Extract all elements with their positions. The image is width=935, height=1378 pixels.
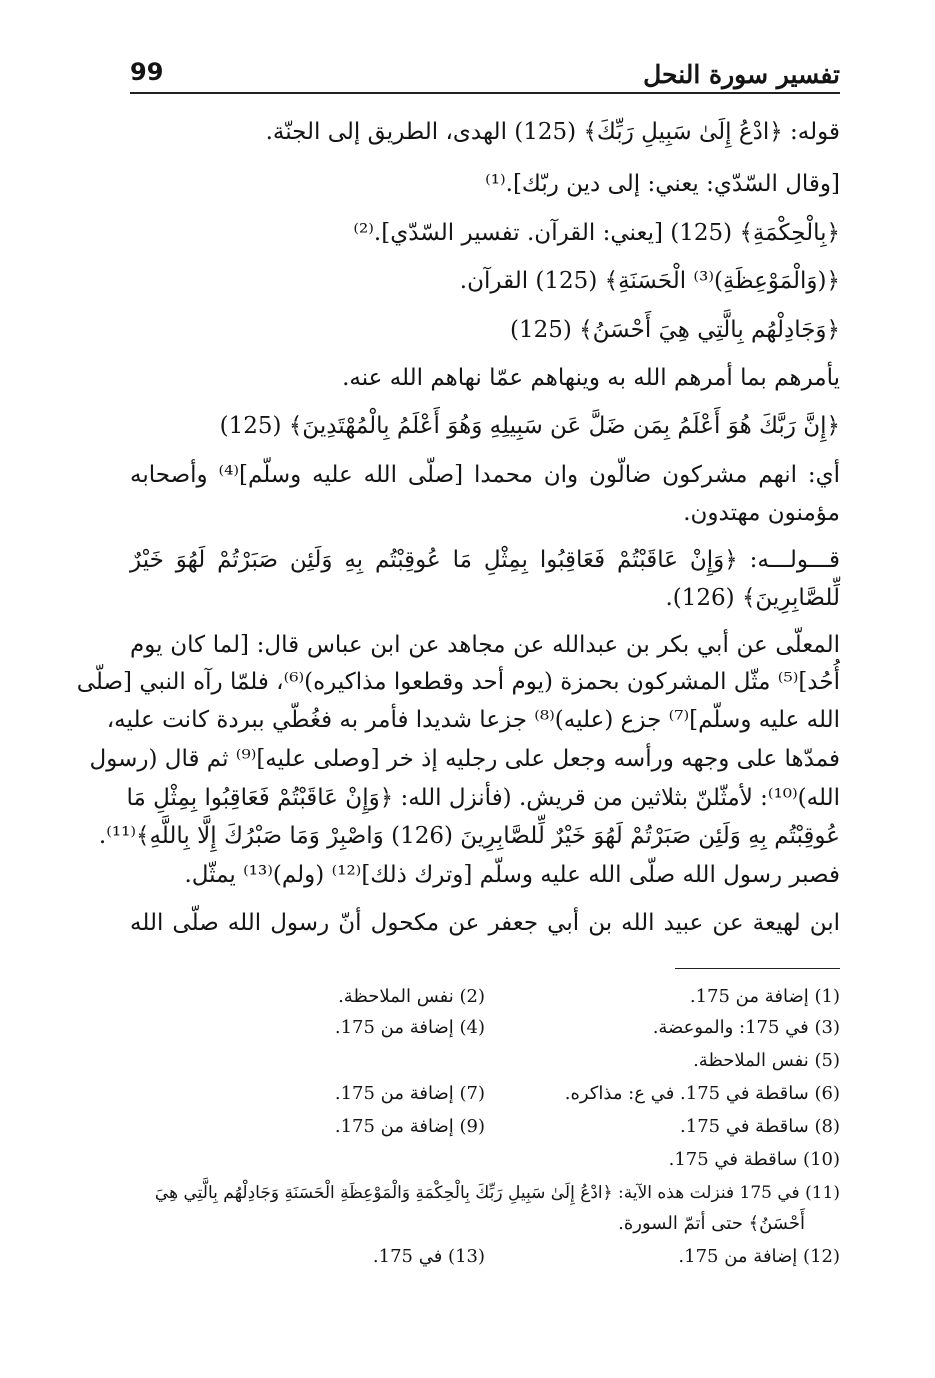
footnote: (1) إضافة من 175. xyxy=(689,986,840,1007)
footnote: (6) ساقطة في 175. في ع: مذاكره. xyxy=(564,1083,840,1104)
text-line: قـــولـــه: ﴿وَإِنْ عَاقَبْتُمْ فَعَاقِبُوا بِمِثْلِ مَا عُوقِبْتُم بِهِ وَلَئِن صَبَرْتُمْ لَهُوَ خَيْرٌ xyxy=(130,547,840,573)
page-number: 99 xyxy=(130,58,164,86)
text-line: ﴿إِنَّ رَبَّكَ هُوَ أَعْلَمُ بِمَن ضَلَّ عَن سَبِيلِهِ وَهُوَ أَعْلَمُ بِالْمُهْتَدِينَ﴾ (125) xyxy=(219,413,840,439)
running-header xyxy=(130,52,840,94)
text-line: ﴿وَجَادِلْهُم بِالَّتِي هِيَ أَحْسَنُ﴾ (125) xyxy=(509,317,840,343)
footnote: (3) في 175: والموعضة. xyxy=(652,1017,840,1038)
text-line: الله)⁽¹⁰⁾: لأمثّلنّ بثلاثين من قريش. (فأنزل الله: ﴿وَإِنْ عَاقَبْتُمْ فَعَاقِبُوا بِمِثْلِ مَا xyxy=(126,785,840,811)
footnote: (11) في 175 فنزلت هذه الآية: ﴿ادْعُ إِلَىٰ سَبِيلِ رَبِّكَ بِالْحِكْمَةِ وَالْمَوْعِظَةِ الْحَسَنَةِ وَجَادِلْهُم بِالَّتِي هِيَ xyxy=(154,1183,840,1203)
text-line: عُوقِبْتُم بِهِ وَلَئِن صَبَرْتُمْ لَهُوَ خَيْرٌ لِّلصَّابِرِينَ (126) وَاصْبِرْ وَمَا صَبْرُكَ إِلَّا بِاللَّهِ﴾⁽¹¹⁾. xyxy=(98,823,840,849)
footnote: (7) إضافة من 175. xyxy=(334,1083,485,1104)
text-line: أُحُد]⁽⁵⁾ مثّل المشركون بحمزة (يوم أحد وقطعوا مذاكيره)⁽⁶⁾، فلمّا رآه النبي [صلّى xyxy=(76,669,840,695)
footnote: (12) إضافة من 175. xyxy=(678,1246,840,1267)
text-line: الله عليه وسلّم]⁽⁷⁾ جزع (عليه)⁽⁸⁾ جزعا شديدا فأمر به فغُطّي ببردة كانت عليه، xyxy=(106,707,840,733)
footnote: (10) ساقطة في 175. xyxy=(668,1149,840,1170)
text-line: مؤمنون مهتدون. xyxy=(683,500,840,526)
text-line: ﴿بِالْحِكْمَةِ﴾ (125) [يعني: القرآن. تفسير السّدّي].⁽²⁾ xyxy=(353,220,840,246)
footnote: (2) نفس الملاحظة. xyxy=(338,986,485,1007)
text-line: [وقال السّدّي: يعني: إلى دين ربّك].⁽¹⁾ xyxy=(485,171,840,197)
footnote: (4) إضافة من 175. xyxy=(334,1017,485,1038)
text-line: ﴿(وَالْمَوْعِظَةِ)⁽³⁾ الْحَسَنَةِ﴾ (125) القرآن. xyxy=(459,268,840,294)
text-line: المعلّى عن أبي بكر بن عبدالله عن مجاهد عن ابن عباس قال: [لما كان يوم xyxy=(130,632,840,658)
footnote: (9) إضافة من 175. xyxy=(334,1116,485,1137)
text-line: يأمرهم بما أمرهم الله به وينهاهم عمّا نهاهم الله عنه. xyxy=(342,365,840,391)
header-title: تفسير سورة النحل xyxy=(643,60,840,89)
text-line: فصبر رسول الله صلّى الله عليه وسلّم [وترك ذلك]⁽¹²⁾ (ولم)⁽¹³⁾ يمثّل. xyxy=(184,862,840,888)
text-line: ابن لهيعة عن عبيد الله بن أبي جعفر عن مكحول أنّ رسول الله صلّى الله xyxy=(130,910,840,936)
text-line: لِّلصَّابِرِينَ﴾ (126). xyxy=(665,585,840,611)
footnote-continuation: أَحْسَنُ﴾ حتى أتمّ السورة. xyxy=(618,1213,805,1234)
footnote-divider xyxy=(675,968,840,969)
footnote: (13) في 175. xyxy=(372,1246,485,1267)
footnote: (5) نفس الملاحظة. xyxy=(693,1050,840,1071)
text-line: قوله: ﴿ادْعُ إِلَىٰ سَبِيلِ رَبِّكَ﴾ (125) الهدى، الطريق إلى الجنّة. xyxy=(265,119,840,145)
footnote: (8) ساقطة في 175. xyxy=(680,1116,840,1137)
text-line: أي: انهم مشركون ضالّون وان محمدا [صلّى الله عليه وسلّم]⁽⁴⁾ وأصحابه xyxy=(130,462,840,488)
text-line: فمدّها على وجهه ورأسه وجعل على رجليه إذ خر [وصلى عليه]⁽⁹⁾ ثم قال (رسول xyxy=(89,746,840,772)
